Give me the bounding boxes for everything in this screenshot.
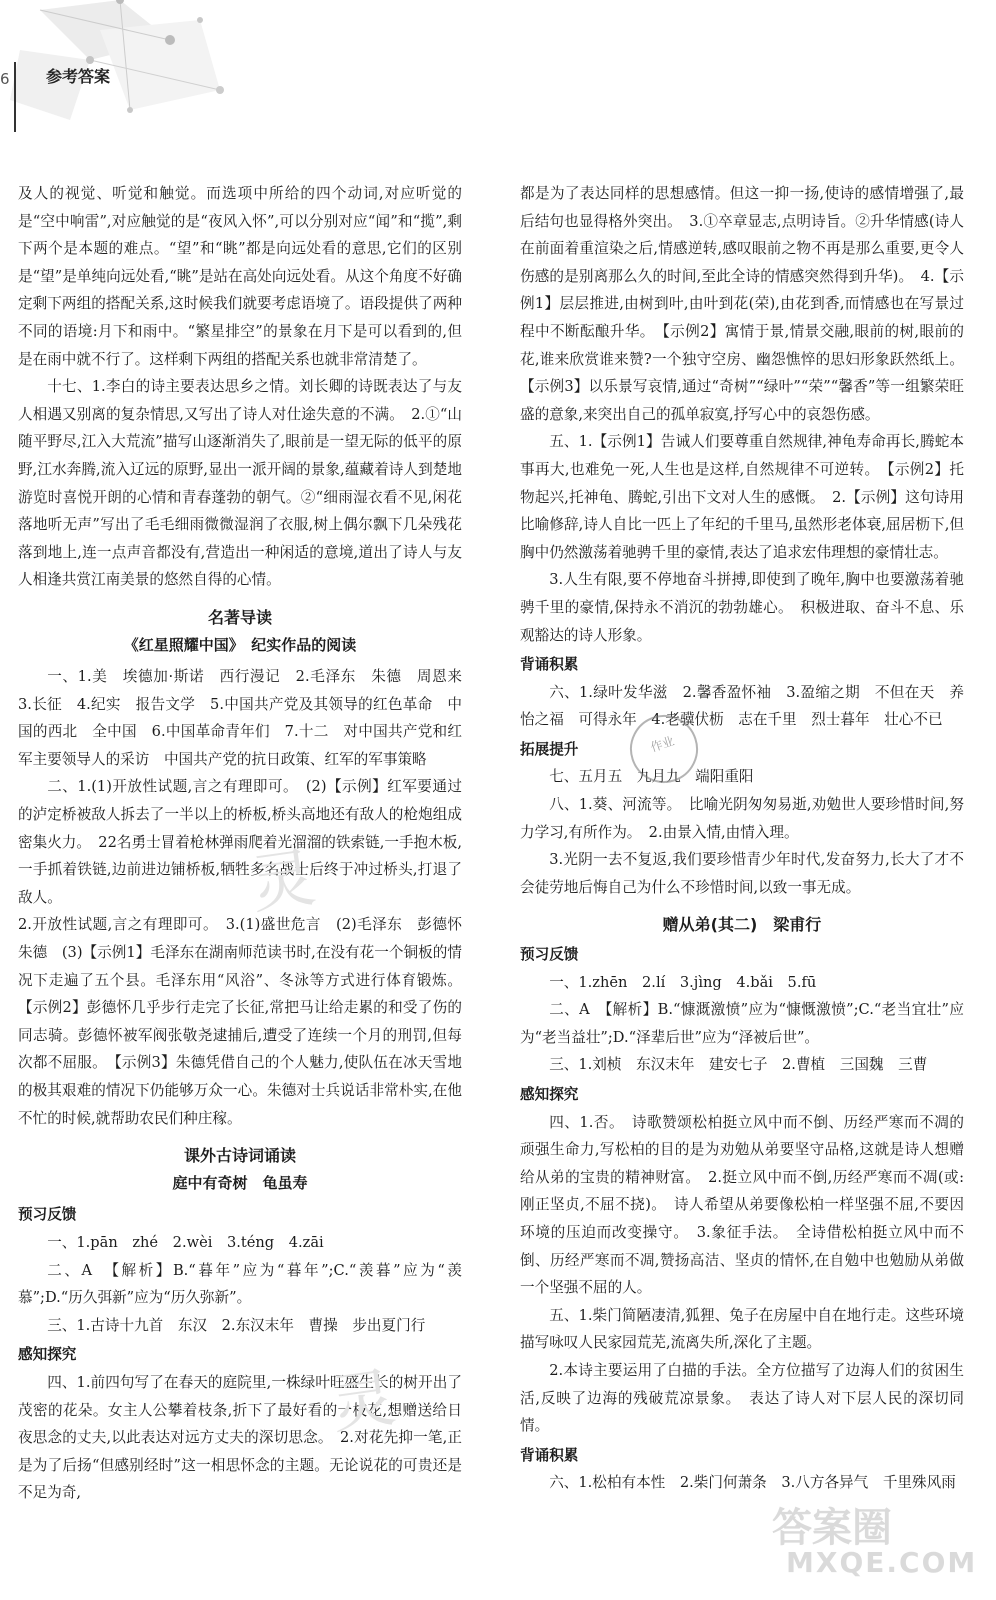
logo-url: MXQE.COM [786, 1546, 978, 1579]
answer-paragraph: 3.人生有限,要不停地奋斗拼搏,即使到了晚年,胸中也要激荡着驰骋千里的豪情,保持永不消沉的勃勃雄心。 积极进取、奋斗不息、乐观豁达的诗人形象。 [520, 571, 964, 644]
logo-text: 答案圈 [772, 1505, 892, 1551]
answer-paragraph: 二、1.(1)开放性试题,言之有理即可。 (2)【示例】红军要通过的泸定桥被敌人拆去了一半以上的桥板,桥头高地还有敌人的枪炮组成密集火力。 22名勇士冒着枪林弹雨爬着光溜溜的铁索链,一手抱木板,一手抓着铁链,边前进边铺桥板,牺牲多名战士后终于冲过桥头,打退了敌人。 [18, 778, 462, 906]
page-number: 6 [0, 70, 10, 88]
section-subtitle: 《红星照耀中国》 纪实作品的阅读 [123, 635, 357, 654]
watermark: 灵 [246, 840, 324, 924]
answer-paragraph: 六、1.松柏有本性 2.柴门何萧条 3.八方各异气 千里殊风雨 [549, 1474, 956, 1492]
answer-paragraph: 五、1.【示例1】告诫人们要尊重自然规律,神龟寿命再长,腾蛇本事再大,也难免一死,人生也是这样,自然规律不可逆转。 【示例2】托物起兴,托神龟、腾蛇,引出下文对人生的感慨。 2.【示例】这句诗用比喻修辞,诗人自比一匹上了年纪的千里马,虽然形老体衰,屈居枥下,但胸中仍然激荡着驰骋千里的豪情,表达了追求宏伟理想的豪情壮志。 [520, 433, 964, 561]
answer-paragraph: 三、1.刘桢 东汉末年 建安七子 2.曹植 三国魏 三曹 [549, 1056, 928, 1074]
answer-paragraph: 都是为了表达同样的思想感情。但这一抑一扬,使诗的感情增强了,最后结句也显得格外突出。 3.①卒章显志,点明诗旨。②升华情感(诗人在前面着重渲染之后,情感逆转,感叹眼前之物不再是那么重要,更令人伤感的是别离那么久的时间,至此全诗的情感突然得到升华)。 4.【示例1】层层推进,由树到叶,由叶到花(荣),由花到香,而情感也在写景过程中不断酝酿升华。 【示例2】寓情于景,情景交融,眼前的树,眼前的花,谁来欣赏谁来赞?一个独守空房、幽怨憔悴的思妇形象跃然纸上。【示例3】以乐景写哀情,通过“奇树”“绿叶”“荣”“馨香”等一组繁荣旺盛的意象,来突出自己的孤单寂寞,抒写心中的哀怨伤感。 [520, 185, 964, 423]
section-title: 赠从弟(其二) 梁甫行 [662, 915, 822, 935]
answer-paragraph: 八、1.葵、河流等。 比喻光阴匆匆易逝,劝勉世人要珍惜时间,努力学习,有所作为。 2.由景入情,由情入理。 [520, 796, 964, 841]
answer-paragraph: 七、五月五 九月九 端阳重阳 [549, 768, 754, 786]
answer-paragraph: 二、A 【解析】B.“慷溉激愤”应为“慷慨激愤”;C.“老当宜壮”应为“老当益壮”;D.“泽辈后世”应为“泽被后世”。 [520, 1001, 964, 1046]
section-title: 名著导读 [207, 607, 272, 627]
subsection-label: 预习反馈 [520, 946, 579, 964]
answer-paragraph: 及人的视觉、听觉和触觉。而选项中所给的四个动词,对应听觉的是“空中响雷”,对应触觉的是“夜风入怀”,可以分别对应“闻”和“揽”,剩下两个是本题的难点。“望”和“眺”都是向远处看的意思,它们的区别是“望”是单纯向远处看,“眺”是站在高处向远处看。从这个角度不好确定剩下两组的搭配关系,这时候我们就要考虑语境了。语段提供了两种不同的语境:月下和雨中。“繁星排空”的景象在月下是可以看到的,但是在雨中就不行了。这样剩下两组的搭配关系也就非常清楚了。 [18, 185, 462, 368]
answer-paragraph: 一、1.zhēn 2.lí 3.jìng 4.bǎi 5.fū [549, 973, 817, 991]
answer-paragraph: 三、1.古诗十九首 东汉 2.东汉末年 曹操 步出夏门行 [47, 1316, 426, 1334]
answer-paragraph: 一、1.美 埃德加·斯诺 西行漫记 2.毛泽东 朱德 周恩来 3.长征 4.纪实 报告文学 5.中国共产党及其领导的红色革命 中国的西北 全中国 6.中国革命青年们 7.十二 对中国共产党和红军主要领导人的采访 中国共产党的抗日政策、红军的军事策略 [18, 668, 477, 768]
subsection-label: 感知探究 [520, 1086, 579, 1103]
answer-paragraph: 六、1.绿叶发华滋 2.馨香盈怀袖 3.盈缩之期 不但在天 养怡之福 可得永年 4.老骥伏枥 志在千里 烈士暮年 壮心不已 [520, 683, 964, 729]
answer-paragraph: 五、1.柴门简陋凄清,狐狸、兔子在房屋中自在地行走。这些环境描写咏叹人民家园荒芜,流离失所,深化了主题。 [520, 1306, 964, 1352]
header-rule [14, 62, 16, 132]
answer-paragraph: 3.光阴一去不复返,我们要珍惜青少年时代,发奋努力,长大了才不会徒劳地后悔自己为什么不珍惜时间,以致一事无成。 [520, 851, 964, 896]
site-logo-watermark [752, 1496, 982, 1586]
answer-paragraph: 四、1.前四句写了在春天的庭院里,一株绿叶旺盛生长的树开出了茂密的花朵。女主人公攀着枝条,折下了最好看的一枝花,想赠送给日夜思念的丈夫,以此表达对远方丈夫的深切思念。 2.对花先抑一笔,正是为了后扬“但感别经时”这一相思怀念的主题。无论说花的可贵还是不足为奇, [18, 1373, 462, 1502]
answer-paragraph: 2.开放性试题,言之有理即可。 3.(1)盛世危言 (2)毛泽东 彭德怀 朱德 (3)【示例1】毛泽东在湖南师范读书时,在没有花一个铜板的情况下走遍了五个县。毛泽东用“风浴”、冬泳等方式进行体育锻炼。【示例2】彭德怀几乎步行走完了长征,常把马让给走累的和受了伤的同志骑。彭德怀被军阀张敬尧逮捕后,遭受了连续一个月的刑罚,但每次都不屈服。 【示例3】朱德凭借自己的个人魅力,使队伍在冰天雪地的极其艰难的情况下仍能够万众一心。朱德对士兵说话非常朴实,在他不忙的时候,就帮助农民们种庄稼。 [18, 916, 477, 1127]
answer-paragraph: 十七、1.李白的诗主要表达思乡之情。刘长卿的诗既表达了与友人相遇又别离的复杂情思,又写出了诗人对仕途失意的不满。 2.①“山随平野尽,江入大荒流”描写山逐渐消失了,眼前是一望无际的低平的原野,江水奔腾,流入辽远的原野,显出一派开阔的景象,蕴藏着诗人到楚地游览时喜悦开朗的心情和青春蓬勃的朝气。②“细雨湿衣看不见,闲花落地听无声”写出了毛毛细雨微微湿润了衣服,树上偶尔飘下几朵残花落到地上,连一点声音都没有,营造出一种闲适的意境,道出了诗人与友人相逢共赏江南美景的悠然自得的心情。 [18, 378, 462, 589]
answer-paragraph: 2.本诗主要运用了白描的手法。全方位描写了边海人们的贫困生活,反映了边海的残破荒凉景象。 表达了诗人对下层人民的深切同情。 [520, 1361, 964, 1435]
section-subtitle: 庭中有奇树 龟虽寿 [172, 1173, 308, 1192]
section-title: 课外古诗词诵读 [183, 1146, 296, 1166]
subsection-label: 感知探究 [18, 1346, 77, 1364]
subsection-label: 背诵积累 [520, 656, 579, 674]
answer-paragraph: 一、1.pān zhé 2.wèi 3.téng 4.zāi [47, 1233, 324, 1251]
answer-paragraph: 四、1.否。 诗歌赞颂松柏挺立风中而不倒、历经严寒而不凋的顽强生命力,写松柏的目的是为劝勉从弟要坚守品格,这就是诗人想赠给从弟的宝贵的精神财富。 2.挺立风中而不倒,历经严寒而不凋(或:刚正坚贞,不屈不挠)。 诗人希望从弟要像松柏一样坚强不屈,不要因环境的压迫而改变操守。 3.象征手法。 全诗借松柏挺立风中而不倒、历经严寒而不凋,赞扬高洁、坚贞的情怀,在自勉中也勉励从弟做一个坚强不屈的人。 [520, 1113, 964, 1297]
answer-paragraph: 二、A 【解析】B.“暮年”应为“暮年”;C.“羡暮”应为“羡慕”;D.“历久弭新”应为“历久弥新”。 [18, 1261, 462, 1307]
right-column [520, 180, 964, 1497]
subsection-label: 预习反馈 [18, 1206, 77, 1224]
stamp: 作业 [621, 706, 707, 792]
page-title: 参考答案 [46, 67, 111, 86]
left-column [18, 180, 477, 1507]
header-decoration [0, 0, 240, 150]
watermark: 灵 [326, 1360, 404, 1444]
subsection-label: 拓展提升 [520, 740, 579, 758]
subsection-label: 背诵积累 [520, 1446, 579, 1464]
